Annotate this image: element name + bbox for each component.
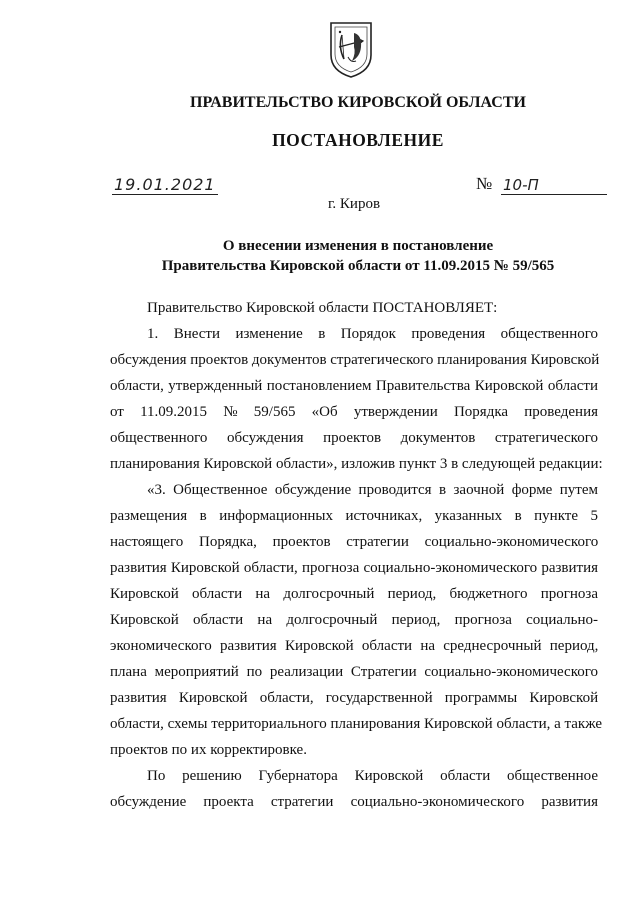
document-subject bbox=[0, 236, 640, 276]
number-sign: № bbox=[476, 174, 493, 193]
paragraph-intro bbox=[110, 295, 598, 321]
paragraph-line: обсуждение проекта стратегии социально-экономического развития bbox=[110, 794, 598, 810]
paragraph-line: экономического развития Кировской области на среднесрочный период, bbox=[110, 638, 599, 654]
paragraph-line: 1. Внести изменение в Порядок проведения общественного bbox=[147, 326, 598, 342]
paragraph-item-1 bbox=[110, 321, 603, 477]
paragraph-line: обсуждения проектов документов стратегического планирования Кировской bbox=[110, 352, 600, 368]
paragraph-line: области, утвержденный постановлением Правительства Кировской области bbox=[110, 378, 598, 394]
paragraph-line: плана мероприятий по реализации Стратегии социально-экономического bbox=[110, 664, 599, 680]
paragraph-line: области, схемы территориального планирования Кировской области, а также bbox=[110, 716, 603, 732]
paragraph-line: от 11.09.2015 № 59/565 «Об утверждении Порядка проведения bbox=[110, 404, 598, 420]
paragraph-line: размещения в информационных источниках, указанных в пункте 5 bbox=[110, 508, 598, 524]
paragraph-governor-decision bbox=[110, 763, 598, 815]
paragraph-line: настоящего Порядка, проектов стратегии социально-экономического bbox=[110, 534, 599, 550]
coat-of-arms-icon bbox=[326, 17, 376, 79]
document-date: 19.01.2021 bbox=[112, 176, 218, 195]
paragraph-line: развития Кировской области, государственной программы Кировской bbox=[110, 690, 599, 706]
document-body bbox=[110, 295, 603, 815]
paragraph-line: общественного обсуждения проектов документов стратегического bbox=[110, 430, 598, 446]
paragraph-item-3-quote bbox=[110, 477, 603, 763]
paragraph-line: Кировской области на долгосрочный период, бюджетного прогноза bbox=[110, 586, 598, 602]
paragraph-line: проектов по их корректировке. bbox=[110, 742, 307, 758]
paragraph-line: Правительство Кировской области ПОСТАНОВЛЯЕТ: bbox=[147, 300, 498, 316]
paragraph-line: «3. Общественное обсуждение проводится в заочной форме путем bbox=[147, 482, 598, 498]
paragraph-line: развития Кировской области, прогноза социально-экономического развития bbox=[110, 560, 598, 576]
government-title: ПРАВИТЕЛЬСТВО КИРОВСКОЙ ОБЛАСТИ bbox=[190, 94, 526, 111]
subject-line-2: Правительства Кировской области от 11.09.2015 № 59/565 bbox=[161, 258, 555, 274]
document-type: ПОСТАНОВЛЕНИЕ bbox=[272, 130, 444, 150]
paragraph-line: планирования Кировской области», изложив пункт 3 в следующей редакции: bbox=[110, 456, 603, 472]
city-name: г. Киров bbox=[327, 196, 381, 212]
subject-line-1: О внесении изменения в постановление bbox=[222, 238, 494, 254]
paragraph-line: По решению Губернатора Кировской области общественное bbox=[147, 768, 598, 784]
paragraph-line: Кировской области на долгосрочный период, прогноза социально- bbox=[110, 612, 598, 628]
document-number: 10-П bbox=[501, 176, 607, 195]
